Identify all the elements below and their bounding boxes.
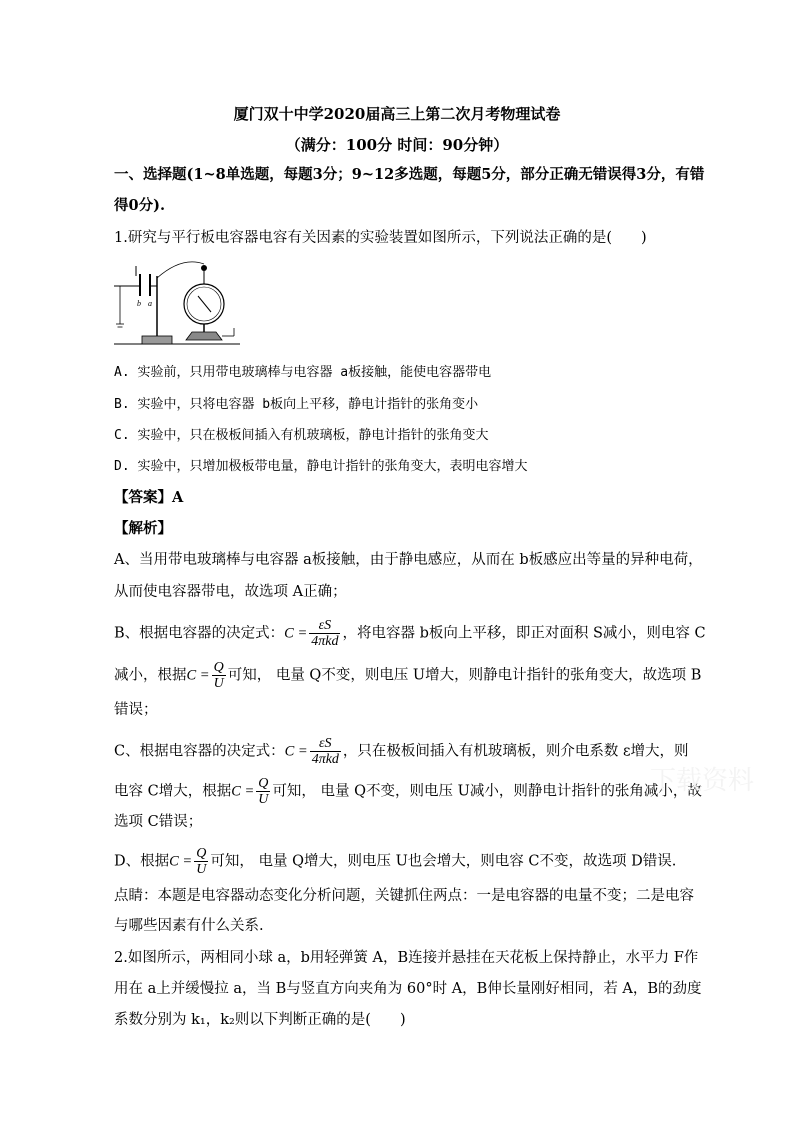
- analysis-b-suffix: ，将电容器 b板向上平移，即正对面积 S减小，则电容 C: [342, 625, 706, 642]
- formula-cqu2-lhs: C =: [231, 783, 255, 800]
- formula-c-lhs: C =: [284, 625, 308, 642]
- plate-a-label: a: [148, 299, 152, 308]
- plate-b-label: b: [137, 299, 141, 308]
- formula-c-num: εS: [309, 618, 340, 634]
- formula-cqu2-num: Q: [258, 776, 269, 791]
- question-2-line3: 系数分别为 k₁，k₂则以下判断正确的是( ): [114, 1012, 406, 1028]
- section-heading: 一、选择题(1~8单选题，每题3分；9~12多选题，每题5分，部分正确无错误得3分，有错: [114, 166, 705, 183]
- formula-cqu-num: Q: [213, 660, 224, 675]
- analysis-b2-suffix: 可知， 电量 Q不变，则电压 U增大，则静电计指针的张角变大，故选项 B: [227, 667, 702, 684]
- analysis-b-line3: 错误；: [114, 702, 158, 718]
- formula-cqu-fraction: [212, 660, 226, 691]
- q1-option-c: C. 实验中，只在极板间插入有机玻璃板，静电计指针的张角变大: [114, 428, 489, 443]
- analysis-c2-suffix: 可知， 电量 Q不变，则电压 U减小，则静电计指针的张角减小，故: [272, 783, 702, 800]
- comment-line2: 与哪些因素有什么关系.: [114, 918, 264, 934]
- analysis-a-line1: A、当用带电玻璃棒与电容器 a板接触，由于静电感应，从而在 b板感应出等量的异种电荷，: [114, 552, 703, 568]
- formula-cqu-den: U: [213, 676, 224, 691]
- analysis-c-line2: [114, 776, 702, 807]
- formula-c2-lhs: C =: [284, 743, 308, 760]
- q1-analysis-label: 【解析】: [114, 520, 172, 537]
- question-1-stem: 1.研究与平行板电容器电容有关因素的实验装置如图所示，下列说法正确的是( ): [114, 230, 647, 246]
- analysis-d-suffix: 可知， 电量 Q增大，则电压 U也会增大，则电容 C不变，故选项 D错误.: [210, 853, 677, 870]
- comment-line1: 点睛：本题是电容器动态变化分析问题，关键抓住两点：一是电容器的电量不变；二是电容: [114, 888, 694, 904]
- analysis-b-line1: [114, 618, 706, 649]
- analysis-c-suffix: ，只在极板间插入有机玻璃板，则介电系数 ε增大，则: [342, 743, 689, 760]
- analysis-b-prefix: B、根据电容器的决定式：: [114, 625, 285, 642]
- analysis-d-line1: [114, 846, 676, 877]
- formula-c2-num: εS: [310, 736, 341, 752]
- section-heading-cont: 得0分).: [114, 197, 165, 214]
- watermark: 下载资料: [650, 766, 755, 796]
- formula-c-den: 4πkd: [311, 634, 339, 649]
- formula-cqu-lhs: C =: [186, 667, 210, 684]
- formula-cqu3-num: Q: [196, 846, 207, 861]
- formula-c2-den: 4πkd: [311, 752, 339, 767]
- formula-c2-fraction: [310, 736, 341, 767]
- formula-cqu2-fraction: [256, 776, 270, 807]
- q1-option-d: D. 实验中，只增加极板带电量，静电计指针的张角变大，表明电容增大: [114, 459, 528, 474]
- analysis-c2-prefix: 电容 C增大，根据: [114, 783, 232, 800]
- analysis-c-line1: [114, 736, 689, 767]
- analysis-c-line3: 选项 C错误；: [114, 814, 203, 830]
- analysis-b2-prefix: 减小，根据: [114, 667, 187, 684]
- analysis-c-prefix: C、根据电容器的决定式：: [114, 743, 285, 760]
- analysis-d-prefix: D、根据: [114, 853, 170, 870]
- q1-option-a: A. 实验前，只用带电玻璃棒与电容器 a板接触，能使电容器带电: [114, 365, 492, 380]
- formula-cqu2-den: U: [258, 792, 269, 807]
- q1-answer: 【答案】A: [114, 489, 184, 506]
- formula-cqu3-fraction: [194, 846, 208, 877]
- q1-option-b: B. 实验中，只将电容器 b板向上平移，静电计指针的张角变小: [114, 397, 479, 412]
- formula-c-fraction: [309, 618, 340, 649]
- formula-cqu3-den: U: [196, 862, 207, 877]
- question-2-line1: 2.如图所示，两相同小球 a，b用轻弹簧 A，B连接并悬挂在天花板上保持静止，水平力 F作: [114, 950, 699, 966]
- formula-cqu3-lhs: C =: [169, 853, 193, 870]
- capacitor-electrometer-figure: [112, 256, 242, 352]
- exam-subtitle: （满分：100分 时间：90分钟）: [285, 136, 509, 154]
- analysis-b-line2: [114, 660, 701, 691]
- question-2-line2: 用在 a上并缓慢拉 a，当 B与竖直方向夹角为 60°时 A，B伸长量刚好相同，若 A，B的劲度: [114, 981, 702, 997]
- analysis-a-line2: 从而使电容器带电，故选项 A正确；: [114, 584, 347, 600]
- exam-title: 厦门双十中学2020届高三上第二次月考物理试卷: [233, 105, 561, 123]
